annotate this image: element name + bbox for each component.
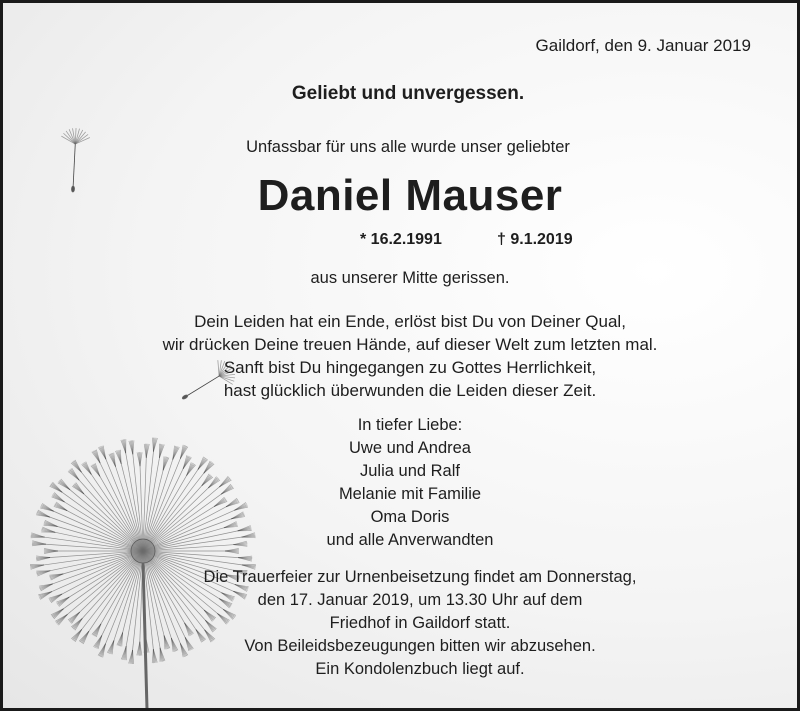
funeral-service-info [23,566,800,681]
poem [13,310,800,402]
mourners-intro: In tiefer Liebe: [357,416,463,434]
service-line: Von Beileidsbezeugungen bitten wir abzusehen. [244,637,596,655]
birth-date: * 16.2.1991 [360,231,442,248]
death-date: † 9.1.2019 [497,231,573,248]
mourner-name: Melanie mit Familie [338,485,482,503]
mourner-name: Julia und Ralf [360,462,460,480]
intro-end-text: aus unserer Mitte gerissen. [310,269,510,287]
poem-line: hast glücklich überwunden die Leiden dieser Zeit. [223,381,597,400]
poem-line: wir drücken Deine treuen Hände, auf dieser Welt zum letzten mal. [162,335,658,354]
intro-text: Unfassbar für uns alle wurde unser geliebter [246,138,570,156]
service-line: Friedhof in Gaildorf statt. [329,614,511,632]
place-date: Gaildorf, den 9. Januar 2019 [535,36,751,55]
mourner-name: und alle Anverwandten [326,531,494,549]
mourner-name: Uwe und Andrea [348,439,471,457]
mourners [13,414,800,552]
deceased-name: Daniel Mauser [257,171,563,220]
mourner-name: Oma Doris [370,508,450,526]
service-line: Die Trauerfeier zur Urnenbeisetzung findet am Donnerstag, [203,568,637,586]
headline: Geliebt und unvergessen. [291,83,525,104]
service-line: Ein Kondolenzbuch liegt auf. [315,660,525,678]
poem-line: Dein Leiden hat ein Ende, erlöst bist Du von Deiner Qual, [194,312,626,331]
service-line: den 17. Januar 2019, um 13.30 Uhr auf dem [257,591,583,609]
poem-line: Sanft bist Du hingegangen zu Gottes Herrlichkeit, [223,358,597,377]
